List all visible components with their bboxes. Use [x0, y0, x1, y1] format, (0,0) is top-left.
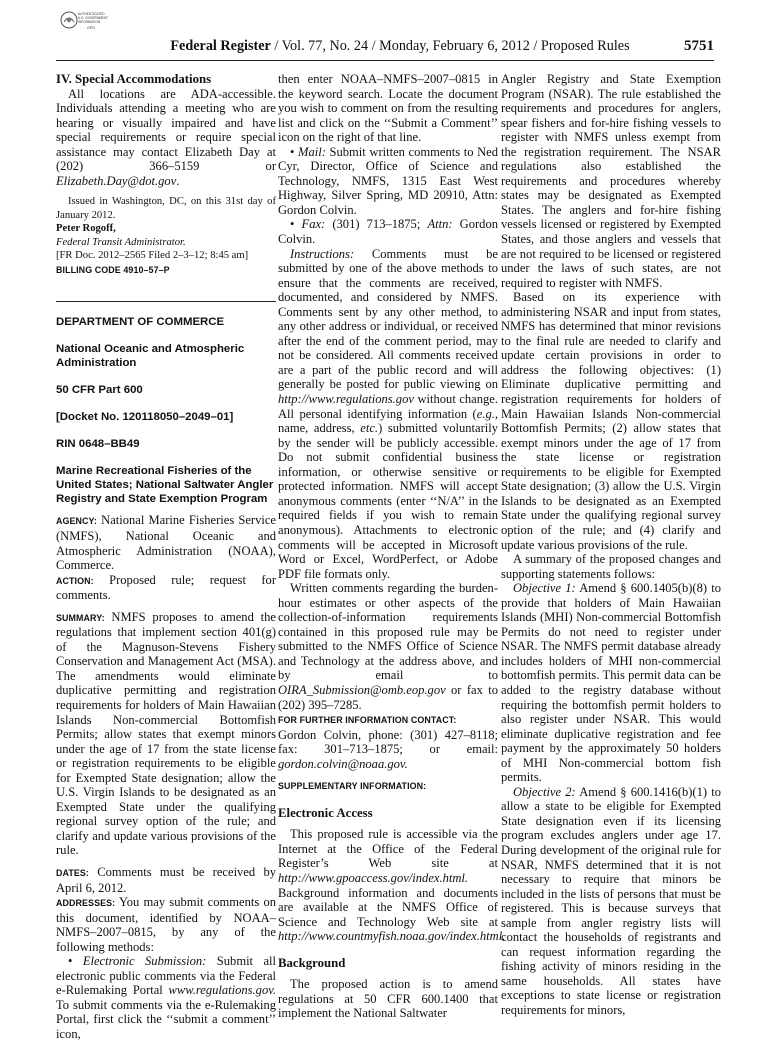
- field-label: ACTION:: [56, 575, 94, 586]
- seal-text-information: INFORMATION: [78, 20, 101, 24]
- signature-line: Federal Transit Administrator.: [56, 236, 186, 248]
- labeled-paragraph: [56, 610, 276, 858]
- header-citation: [56, 38, 684, 55]
- section-heading: 50 CFR Part 600: [56, 384, 143, 397]
- signature-line: [FR Doc. 2012–2565 Filed 2–3–12; 8:45 am]: [56, 250, 249, 262]
- paragraph: Objective 2: Amend § 600.1416(b)(1) to allow a state to be eligible for Exempted State designation even if its licensing program excludes anglers under age 17. During development of the original rule for NSAR, NMFS determined that it is not necessary to require that minors be included in the lists of persons that must be registered. This is because surveys that sample from angler registry lists will contact the households of registrants and can request information regarding the fishing activity of minors residing in the same households. All states have exceptions to state license or registration requirements for minors,: [501, 784, 721, 1017]
- billing-code: BILLING CODE 4910–57–P: [56, 264, 170, 275]
- signature-line: Issued in Washington, DC, on this 31st day of January 2012.: [56, 196, 276, 221]
- labeled-paragraph: [56, 513, 276, 572]
- section-heading: IV. Special Accommodations: [56, 72, 212, 86]
- page-number: 5751: [684, 38, 714, 54]
- labeled-paragraph: [56, 865, 276, 895]
- section-heading: National Oceanic and Atmospheric Administration: [56, 343, 245, 370]
- header-rule: [56, 60, 714, 61]
- paragraph: • Electronic Submission: Submit all electronic public comments via the Federal e-Rulemaking Portal www.regulations.gov. To submit comments via the e-Rulemaking Portal, first click the ‘‘submit a comment’’ icon,: [56, 954, 276, 1042]
- signature-line: Peter Rogoff,: [56, 223, 116, 235]
- labeled-paragraph: [56, 895, 276, 954]
- labeled-paragraph: [278, 778, 498, 794]
- field-text: You may submit comments on this document, identified by NOAA–NMFS–2007–0815, by any of the following methods:: [56, 895, 276, 954]
- text-column-3: [501, 72, 721, 1018]
- field-text: Gordon Colvin, phone: (301) 427–8118; fax: 301–713–1875; or email: gordon.colvin@noaa.gov.: [278, 727, 498, 771]
- paragraph: The proposed action is to amend regulations at 50 CFR 600.1400 that implement the National Saltwater: [278, 977, 498, 1021]
- paragraph: then enter NOAA–NMFS–2007–0815 in the keyword search. Locate the document you wish to comment on from the resulting list and click on the ‘‘Submit a Comment’’ icon on the right of that line.: [278, 72, 498, 145]
- issue-details: / Vol. 77, No. 24 / Monday, February 6, 2012 / Proposed Rules: [270, 38, 630, 54]
- field-label: FOR FURTHER INFORMATION CONTACT:: [278, 715, 457, 726]
- paragraph: This proposed rule is accessible via the Internet at the Office of the Federal Register’s Web site at http://www.gpoaccess.gov/index.html. Background information and documents are available at the NMFS Office of Science and Technology Web site at http://www.countmyfish.noaa.gov/index.html.: [278, 827, 506, 944]
- field-label: DATES:: [56, 868, 89, 878]
- paragraph: Written comments regarding the burden-hour estimates or other aspects of the collection-of-information requirements contained in this proposed rule may be submitted to the NMFS Office of Science and Technology at the address above, and by email to OIRA_Submission@omb.eop.gov or fax to (202) 395–7285.: [278, 581, 498, 712]
- labeled-paragraph: [56, 573, 276, 603]
- section-divider: [56, 301, 276, 302]
- paragraph: Objective 1: Amend § 600.1405(b)(8) to provide that holders of Main Hawaiian Islands (MHI) Non-commercial Bottomfish Permits do not need to register under NSAR. The NMFS permit database already includes holders of MHI non-commercial bottomfish permits. This permit data can be added to the registry database without requiring the bottomfish permit holders to also register under NSAR. This would eliminate duplicative registration and fee payment by the approximately 50 holders of MHI Non-commercial bottom fish permits.: [501, 581, 721, 785]
- paragraph: Based on its experience with administering NSAR and input from states, NMFS has determined that minor revisions to the final rule are needed to clarify and update certain provisions in order to address the following objectives: (1) Eliminate duplicative permitting and registration requirements for holders of Main Hawaiian Islands Non-commercial Bottomfish Permits; (2) allow states that exempt minors under the age of 17 from the state license or registration requirements to be eligible for Exempted State designation; (3) allow the U.S. Virgin Islands to be designated as an Exempted State under the qualifying regional survey option of the rule; and (4) clarify and update various provisions of the rule.: [501, 290, 721, 552]
- seal-text-gpo: GPO: [87, 26, 95, 30]
- field-text: Proposed rule; request for comments.: [56, 572, 276, 603]
- paragraph: • Mail: Submit written comments to Ned Cyr, Director, Office of Science and Technology, NMFS, 1315 East West Highway, Silver Spring, MD 20910, Attn: Gordon Colvin.: [278, 144, 499, 217]
- field-label: SUMMARY:: [56, 612, 105, 623]
- running-header: [56, 38, 714, 55]
- paragraph: Angler Registry and State Exemption Program (NSAR). The rule established the requirements and procedures for anglers, spear fishers and for-hire fishing vessels to register with NMFS unless exempt from the registration requirement. The NSAR regulations also established the requirements and procedures whereby states may be designated as Exempted States. The anglers and for-hire fishing vessels licensed or registered by Exempted States, and those anglers and vessels that are not required to be licensed or registered under the laws of such states, are not required to register with NMFS.: [501, 72, 721, 290]
- field-label: ADDRESSES:: [56, 898, 116, 909]
- section-heading: DEPARTMENT OF COMMERCE: [56, 316, 225, 329]
- section-heading: Marine Recreational Fisheries of the United States; National Saltwater Angler Registry and State Exemption Program: [56, 465, 274, 506]
- field-text: National Marine Fisheries Service (NMFS), National Oceanic and Atmospheric Administration (NOAA), Commerce.: [56, 513, 276, 573]
- field-label: SUPPLEMENTARY INFORMATION:: [278, 781, 427, 792]
- section-heading: RIN 0648–BB49: [56, 438, 140, 451]
- gpo-seal-icon: [60, 10, 108, 38]
- text-column-1: [56, 72, 276, 1042]
- section-heading: Electronic Access: [278, 805, 373, 820]
- paragraph: A summary of the proposed changes and supporting statements follows:: [501, 552, 721, 581]
- publication-name: Federal Register: [170, 38, 271, 54]
- field-text: NMFS proposes to amend the regulations that implement section 401(g) of the Magnuson-Stevens Fishery Conservation and Management Act (MSA). The amendments would eliminate duplicative permitting and registration requirements for holders of Main Hawaiian Islands Non-commercial Bottomfish Permits; allow states that exempt minors under the age of 17 from the state license or registration requirements to be eligible for Exempted State designation; allow the U.S. Virgin Islands to be designated as an Exempted State under the qualifying regional survey option of the rule; and clarify and update various provisions of the rule.: [56, 609, 276, 858]
- labeled-paragraph: [278, 712, 498, 771]
- paragraph: Instructions: Comments must be submitted by one of the above methods to ensure that the comments are received, documented, and considered by NMFS. Comments sent by any other method, to any other address or individual, or received after the end of the comment period, may not be considered. All comments received are a part of the public record and will generally be posted for public viewing on http://www.regulations.gov without change. All personal identifying information (e.g., name, address, etc.) submitted voluntarily by the sender will be publicly accessible. Do not submit confidential business information, or otherwise sensitive or protected information. NMFS will accept anonymous comments (enter ‘‘N/A’’ in the required fields if you wish to remain anonymous). Attachments to electronic comments will be accepted in Microsoft Word or Excel, WordPerfect, or Adobe PDF file formats only.: [278, 246, 498, 581]
- seal-text-authenticated: AUTHENTICATED: [78, 12, 105, 16]
- seal-text-government: U.S. GOVERNMENT: [78, 16, 108, 20]
- field-text: Comments must be received by April 6, 2012.: [56, 865, 276, 895]
- paragraph: • Fax: (301) 713–1875; Attn: Gordon Colvin.: [278, 217, 499, 247]
- section-heading: Background: [278, 955, 346, 970]
- text-column-2: [278, 72, 506, 1021]
- paragraph: All locations are ADA-accessible. Individuals attending a meeting who are hearing or visually impaired and have special requirements or require special assistance may contact Elizabeth Day at (202) 366–5159 or Elizabeth.Day@dot.gov.: [56, 86, 276, 188]
- section-heading: [Docket No. 120118050–2049–01]: [56, 411, 234, 424]
- field-label: AGENCY:: [56, 516, 97, 527]
